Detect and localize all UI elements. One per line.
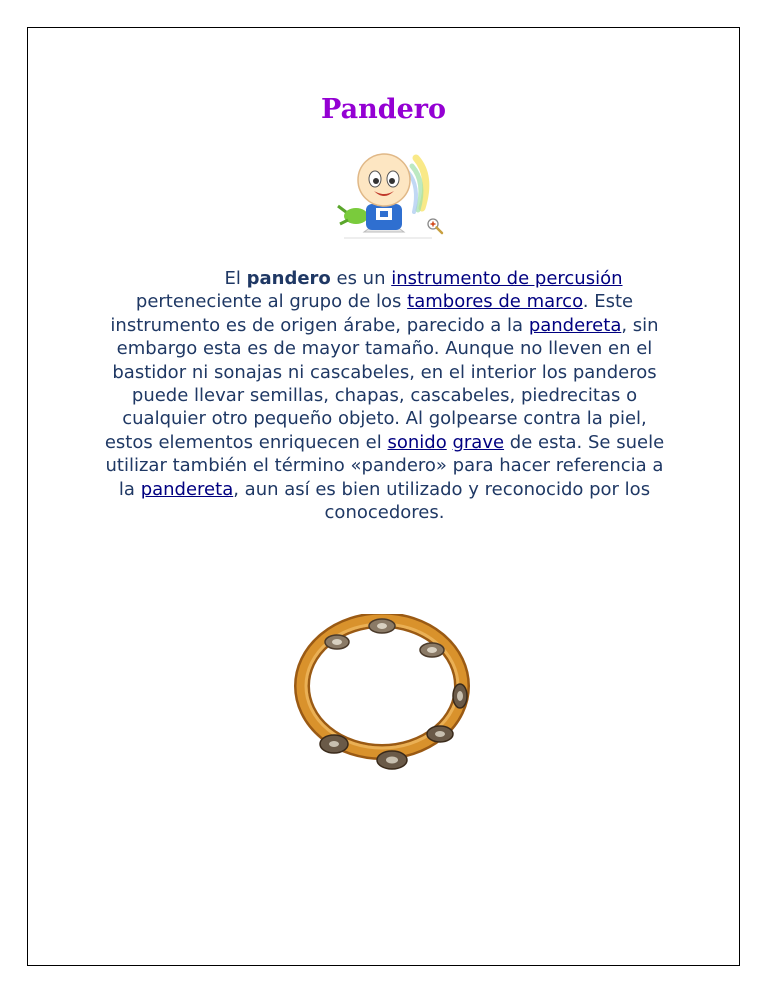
link-tambores-de-marco[interactable]: tambores de marco	[407, 291, 583, 313]
link-pandereta[interactable]: pandereta	[528, 314, 622, 336]
document-page	[27, 27, 740, 966]
link-sonido[interactable]: sonido	[387, 431, 447, 453]
link-pandereta-2[interactable]: pandereta	[140, 478, 234, 500]
text-segment: es un	[330, 268, 392, 289]
text-segment: . Este instrumento es de origen árabe, parecido a la	[110, 291, 634, 336]
text-segment: de esta. Se suele utilizar también el término «pandero» para hacer referencia a la	[105, 431, 665, 500]
text-segment: , sin embargo esta es de mayor tamaño. Aunque no lleven en el bastidor ni sonajas ni cascabeles, en el interior los panderos puede llevar semillas, chapas, cascabeles, piedrecitas o cualquier otro pequeño objeto. Al golpearse contra la piel, estos elementos enriquecen el	[104, 314, 659, 453]
description-paragraph	[98, 267, 671, 524]
tambourine-image	[294, 614, 474, 774]
page-title: Pandero	[321, 94, 446, 125]
text-segment: El	[224, 268, 247, 289]
zoom-in-icon[interactable]	[426, 217, 444, 235]
text-segment: , aun así es bien utilizado y reconocido por los conocedores.	[233, 478, 651, 524]
link-grave[interactable]: grave	[452, 431, 505, 453]
text-segment: perteneciente al grupo de los	[135, 291, 408, 313]
bold-term: pandero	[246, 268, 331, 289]
link-instrumento-de-percusion[interactable]: instrumento de percusión	[391, 268, 623, 289]
